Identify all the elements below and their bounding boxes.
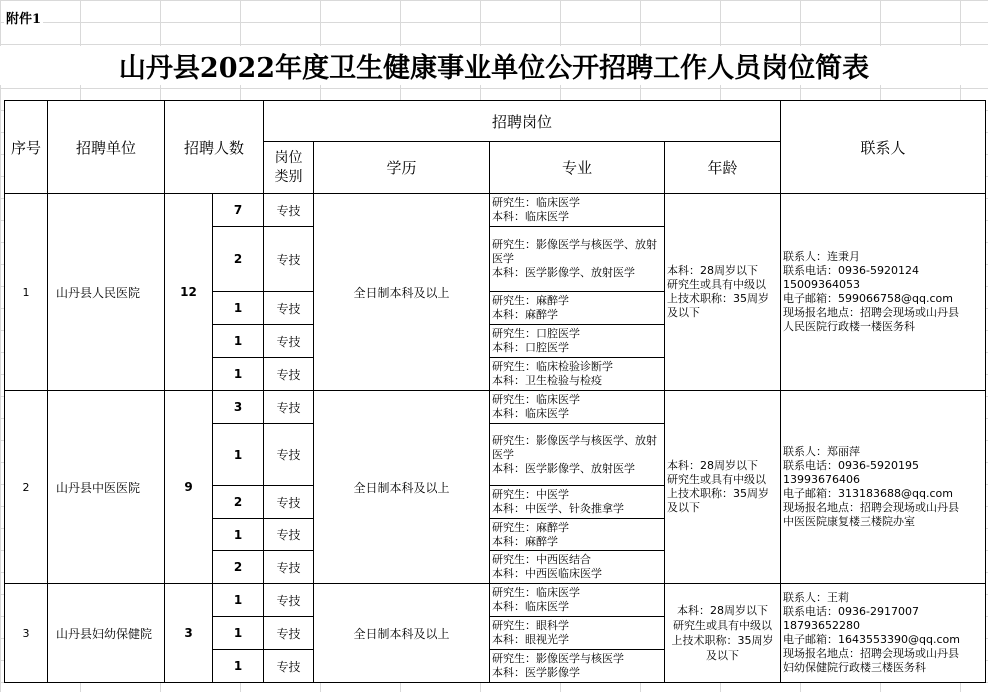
contact-line: 电子邮箱：1643553390@qq.com [783,633,960,646]
contact-line: 现场报名地点：招聘会现场或山丹县 [783,647,959,660]
major-line: 本科：临床医学 [492,407,569,420]
contact-line: 人民医院行政楼一楼医务科 [783,320,915,333]
major-line: 本科：麻醉学 [492,534,558,548]
contact-line: 中医医院康复楼三楼院办室 [783,515,915,528]
position-count: 1 [213,358,264,391]
age-line: 研究生或具有中级以 [667,278,766,291]
major-line: 研究生：影像医学与核医学、放射医学 [492,238,657,265]
header-type: 岗位类别 [264,142,314,194]
major-requirement [490,519,665,551]
age-line: 本科：28周岁以下 [677,604,768,617]
position-type: 专技 [264,391,314,424]
major-line: 本科：医学影像学、放射医学 [492,266,635,279]
major-line: 本科：麻醉学 [492,308,558,321]
major-line: 研究生：眼科学 [492,619,569,632]
header-age: 年龄 [665,142,781,194]
age-line: 上技术职称：35周岁 [667,292,769,305]
education-requirement: 全日制本科及以上 [314,584,490,683]
header-education: 学历 [314,142,490,194]
table-row [5,194,986,227]
major-requirement [490,227,665,292]
age-line: 研究生或具有中级以 [667,473,766,486]
major-requirement [490,391,665,424]
major-line: 本科：中西医临床医学 [492,567,602,580]
age-line: 上技术职称：35周岁 [667,487,769,500]
age-line: 本科：28周岁以下 [667,459,758,472]
position-count: 2 [213,551,264,584]
major-line: 研究生：临床医学 [492,586,580,599]
contact-line: 现场报名地点：招聘会现场或山丹县 [783,501,959,514]
contact-info [781,391,986,584]
age-line: 及以下 [706,649,739,662]
unit-seq: 2 [5,391,48,584]
major-requirement [490,424,665,486]
major-requirement [490,325,665,358]
position-count: 1 [213,292,264,325]
major-line: 本科：中医学、针灸推拿学 [492,502,624,515]
position-type: 专技 [264,292,314,325]
attachment-label: 附件1 [4,8,43,27]
position-type: 专技 [264,227,314,292]
age-line: 本科：28周岁以下 [667,264,758,277]
unit-total: 12 [165,194,213,391]
major-line: 本科：眼视光学 [492,633,569,646]
position-count: 7 [213,194,264,227]
table-row [5,584,986,617]
contact-line: 18793652280 [783,619,860,632]
contact-line: 联系电话：0936-5920124 [783,264,919,277]
contact-line: 联系人：王莉 [783,591,849,604]
position-type: 专技 [264,424,314,486]
unit-seq: 3 [5,584,48,683]
position-count: 2 [213,486,264,519]
major-requirement [490,617,665,650]
unit-total: 9 [165,391,213,584]
contact-line: 联系人：连秉月 [783,250,860,263]
table-row [5,391,986,424]
major-line: 本科：卫生检验与检疫 [492,374,602,387]
major-requirement [490,358,665,391]
major-requirement [490,584,665,617]
major-line: 本科：临床医学 [492,210,569,223]
major-requirement [490,486,665,519]
major-line: 本科：医学影像学 [492,666,580,679]
major-line: 本科：口腔医学 [492,341,569,354]
position-count: 1 [213,584,264,617]
major-line: 研究生：中西医结合 [492,553,591,566]
education-requirement: 全日制本科及以上 [314,194,490,391]
position-count: 1 [213,519,264,551]
major-line: 研究生：临床检验诊断学 [492,360,613,373]
unit-name: 山丹县妇幼保健院 [48,584,165,683]
header-major: 专业 [490,142,665,194]
major-requirement [490,292,665,325]
unit-seq: 1 [5,194,48,391]
position-type: 专技 [264,584,314,617]
major-line: 研究生：影像医学与核医学、放射医学 [492,433,657,461]
age-line: 研究生或具有中级以 [673,619,772,632]
positions-table [4,100,986,683]
contact-line: 15009364053 [783,278,860,291]
position-type: 专技 [264,358,314,391]
header-seq: 序号 [5,101,48,194]
major-requirement [490,551,665,584]
position-type: 专技 [264,519,314,551]
position-count: 1 [213,617,264,650]
position-count: 1 [213,424,264,486]
position-count: 2 [213,227,264,292]
contact-line: 联系人：郑丽萍 [783,445,860,458]
header-contact: 联系人 [781,101,986,194]
contact-line: 13993676406 [783,473,860,486]
education-requirement: 全日制本科及以上 [314,391,490,584]
major-line: 本科：临床医学 [492,600,569,613]
header-unit: 招聘单位 [48,101,165,194]
position-type: 专技 [264,617,314,650]
position-type: 专技 [264,486,314,519]
age-line: 及以下 [667,306,700,319]
major-line: 本科：医学影像学、放射医学 [492,461,635,475]
major-line: 研究生：临床医学 [492,393,580,406]
contact-line: 联系电话：0936-2917007 [783,605,919,618]
age-line: 上技术职称：35周岁 [671,634,774,647]
document-title: 山丹县2022年度卫生健康事业单位公开招聘工作人员岗位简表 [0,46,988,85]
major-line: 研究生：影像医学与核医学 [492,652,624,665]
unit-name: 山丹县中医医院 [48,391,165,584]
contact-info [781,584,986,683]
contact-line: 电子邮箱：599066758@qq.com [783,292,953,305]
major-line: 研究生：麻醉学 [492,294,569,307]
major-line: 研究生：麻醉学 [492,520,569,534]
position-count: 3 [213,391,264,424]
age-requirement [665,584,781,683]
position-type: 专技 [264,194,314,227]
unit-name: 山丹县人民医院 [48,194,165,391]
position-type: 专技 [264,551,314,584]
major-line: 研究生：中医学 [492,488,569,501]
position-count: 1 [213,325,264,358]
contact-line: 妇幼保健院行政楼三楼医务科 [783,661,926,674]
major-requirement [490,194,665,227]
contact-info [781,194,986,391]
position-type: 专技 [264,650,314,683]
age-line: 及以下 [667,501,700,514]
age-requirement [665,194,781,391]
contact-line: 联系电话：0936-5920195 [783,459,919,472]
contact-line: 电子邮箱：313183688@qq.com [783,487,953,500]
contact-line: 现场报名地点：招聘会现场或山丹县 [783,306,959,319]
unit-total: 3 [165,584,213,683]
age-requirement [665,391,781,584]
position-type: 专技 [264,325,314,358]
position-count: 1 [213,650,264,683]
header-positions: 招聘岗位 [264,101,781,142]
major-line: 研究生：临床医学 [492,196,580,209]
major-line: 研究生：口腔医学 [492,327,580,340]
header-count: 招聘人数 [165,101,264,194]
major-requirement [490,650,665,683]
